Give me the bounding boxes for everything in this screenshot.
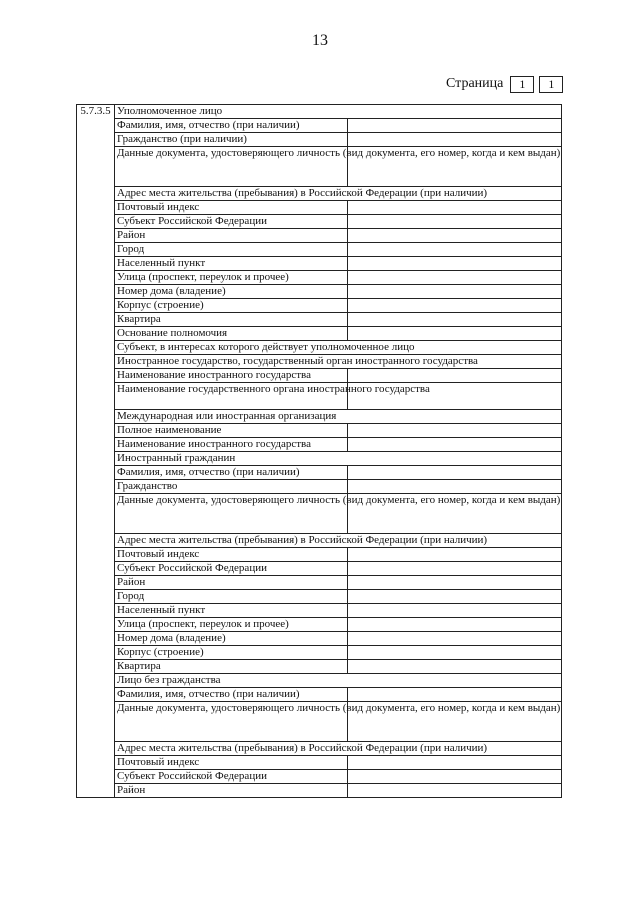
field-value-cell[interactable]	[348, 604, 562, 618]
field-value-cell[interactable]	[348, 257, 562, 271]
field-value-cell[interactable]	[348, 562, 562, 576]
field-value-cell[interactable]	[348, 590, 562, 604]
field-value-cell[interactable]	[348, 466, 562, 480]
form-row	[77, 243, 562, 257]
section-code: 5.7.3.5	[77, 105, 115, 798]
form-row	[77, 229, 562, 243]
form-row	[77, 618, 562, 632]
form-row	[77, 590, 562, 604]
form-row	[77, 299, 562, 313]
field-label: Данные документа, удостоверяющего личность (вид документа, его номер, когда и кем выдан)	[115, 494, 348, 534]
section-heading: Иностранный гражданин	[115, 452, 562, 466]
field-label: Город	[115, 243, 348, 257]
form-row	[77, 119, 562, 133]
form-row	[77, 576, 562, 590]
field-value-cell[interactable]	[348, 243, 562, 257]
form-row	[77, 105, 562, 119]
field-value-cell[interactable]	[348, 285, 562, 299]
section-heading: Лицо без гражданства	[115, 674, 562, 688]
section-heading: Уполномоченное лицо	[115, 105, 562, 119]
section-heading: Адрес места жительства (пребывания) в Российской Федерации (при наличии)	[115, 187, 562, 201]
field-value-cell[interactable]	[348, 756, 562, 770]
form-row	[77, 466, 562, 480]
form-row	[77, 327, 562, 341]
form-row	[77, 452, 562, 466]
form-row	[77, 534, 562, 548]
form-row	[77, 383, 562, 410]
field-label: Населенный пункт	[115, 257, 348, 271]
form-row	[77, 784, 562, 798]
field-label: Полное наименование	[115, 424, 348, 438]
field-value-cell[interactable]	[348, 327, 562, 341]
field-label: Город	[115, 590, 348, 604]
field-label: Гражданство (при наличии)	[115, 133, 348, 147]
field-value-cell[interactable]	[348, 119, 562, 133]
page-counter	[446, 75, 563, 93]
field-label: Корпус (строение)	[115, 646, 348, 660]
form-row	[77, 480, 562, 494]
form-row	[77, 688, 562, 702]
field-label: Наименование иностранного государства	[115, 438, 348, 452]
field-value-cell[interactable]	[348, 215, 562, 229]
field-value-cell[interactable]	[348, 784, 562, 798]
field-value-cell[interactable]	[348, 229, 562, 243]
form-row	[77, 756, 562, 770]
form-row	[77, 742, 562, 756]
page-cell-2[interactable]: 1	[539, 76, 563, 93]
form-row	[77, 604, 562, 618]
form-row	[77, 341, 562, 355]
field-value-cell[interactable]	[348, 299, 562, 313]
form-row	[77, 285, 562, 299]
form-row	[77, 702, 562, 742]
field-value-cell[interactable]	[348, 133, 562, 147]
form-row	[77, 271, 562, 285]
field-label: Субъект Российской Федерации	[115, 215, 348, 229]
form-row	[77, 646, 562, 660]
field-label: Данные документа, удостоверяющего личность (вид документа, его номер, когда и кем выдан)	[115, 147, 348, 187]
form-row	[77, 187, 562, 201]
section-heading: Адрес места жительства (пребывания) в Российской Федерации (при наличии)	[115, 742, 562, 756]
form-row	[77, 313, 562, 327]
field-value-cell[interactable]	[348, 660, 562, 674]
field-value-cell[interactable]	[348, 576, 562, 590]
field-label: Корпус (строение)	[115, 299, 348, 313]
field-label: Номер дома (владение)	[115, 632, 348, 646]
section-heading: Иностранное государство, государственный орган иностранного государства	[115, 355, 562, 369]
field-value-cell[interactable]	[348, 646, 562, 660]
field-label: Номер дома (владение)	[115, 285, 348, 299]
form-row	[77, 257, 562, 271]
field-value-cell[interactable]	[348, 688, 562, 702]
field-label: Почтовый индекс	[115, 756, 348, 770]
page-cell-1[interactable]: 1	[510, 76, 534, 93]
field-label: Гражданство	[115, 480, 348, 494]
field-value-cell[interactable]	[348, 618, 562, 632]
field-label: Субъект Российской Федерации	[115, 562, 348, 576]
field-label: Наименование государственного органа иностранного государства	[115, 383, 348, 410]
form-row	[77, 201, 562, 215]
form-row	[77, 770, 562, 784]
page-label: Страница	[446, 76, 504, 91]
field-label: Квартира	[115, 313, 348, 327]
form-row	[77, 674, 562, 688]
field-value-cell[interactable]	[348, 424, 562, 438]
section-heading: Адрес места жительства (пребывания) в Российской Федерации (при наличии)	[115, 534, 562, 548]
form-row	[77, 632, 562, 646]
field-value-cell[interactable]	[348, 271, 562, 285]
form-row	[77, 355, 562, 369]
field-label: Квартира	[115, 660, 348, 674]
field-value-cell[interactable]	[348, 632, 562, 646]
form-row	[77, 133, 562, 147]
field-label: Фамилия, имя, отчество (при наличии)	[115, 466, 348, 480]
form-row	[77, 548, 562, 562]
field-label: Почтовый индекс	[115, 548, 348, 562]
form-table	[76, 104, 562, 798]
form-row	[77, 215, 562, 229]
field-value-cell[interactable]	[348, 313, 562, 327]
field-value-cell[interactable]	[348, 369, 562, 383]
form-row	[77, 410, 562, 424]
form-row	[77, 562, 562, 576]
form-row	[77, 147, 562, 187]
field-label: Фамилия, имя, отчество (при наличии)	[115, 119, 348, 133]
field-label: Основание полномочия	[115, 327, 348, 341]
form-row	[77, 660, 562, 674]
field-label: Район	[115, 784, 348, 798]
field-label: Район	[115, 576, 348, 590]
field-value-cell[interactable]	[348, 438, 562, 452]
field-label: Населенный пункт	[115, 604, 348, 618]
page-number: 13	[312, 32, 328, 49]
field-label: Улица (проспект, переулок и прочее)	[115, 618, 348, 632]
form-row	[77, 494, 562, 534]
form-row	[77, 424, 562, 438]
field-label: Данные документа, удостоверяющего личность (вид документа, его номер, когда и кем выдан)	[115, 702, 348, 742]
field-value-cell[interactable]	[348, 548, 562, 562]
form-row	[77, 369, 562, 383]
field-value-cell[interactable]	[348, 201, 562, 215]
field-label: Район	[115, 229, 348, 243]
field-value-cell[interactable]	[348, 480, 562, 494]
field-label: Фамилия, имя, отчество (при наличии)	[115, 688, 348, 702]
field-value-cell[interactable]	[348, 770, 562, 784]
field-label: Субъект Российской Федерации	[115, 770, 348, 784]
section-heading: Субъект, в интересах которого действует уполномоченное лицо	[115, 341, 562, 355]
field-label: Наименование иностранного государства	[115, 369, 348, 383]
section-heading: Международная или иностранная организация	[115, 410, 562, 424]
field-label: Улица (проспект, переулок и прочее)	[115, 271, 348, 285]
field-label: Почтовый индекс	[115, 201, 348, 215]
form-row	[77, 438, 562, 452]
